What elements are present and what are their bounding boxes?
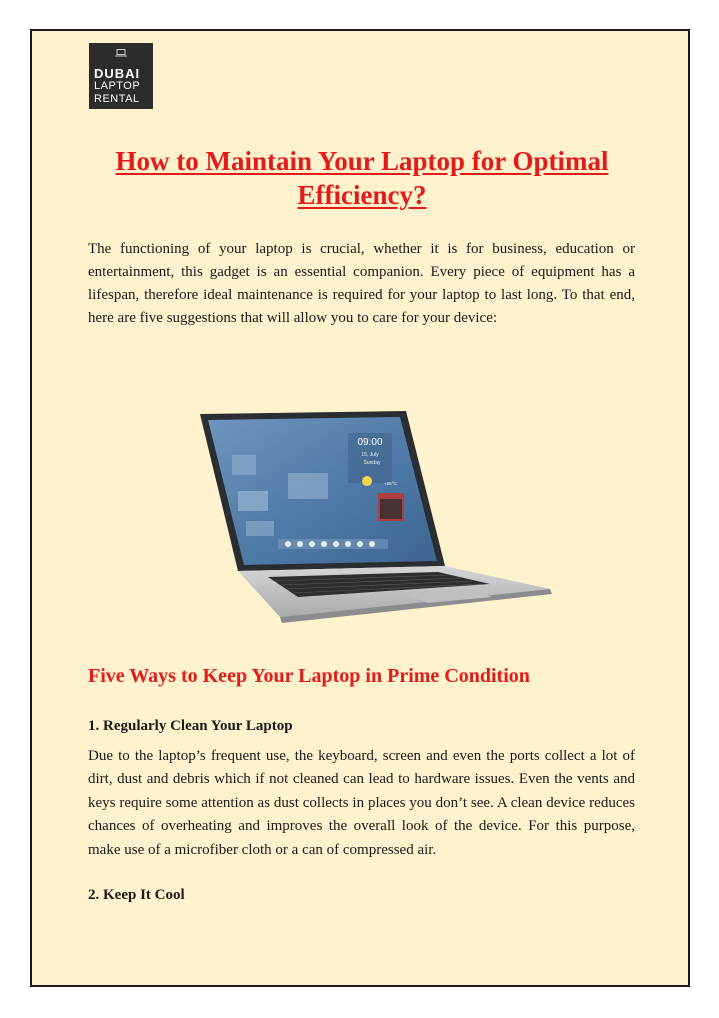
screen-date-line-2: Sunday	[363, 460, 381, 466]
dubai-laptop-rental-logo	[89, 43, 153, 109]
weather-sun-icon	[362, 476, 372, 486]
document-page	[30, 29, 690, 987]
logo-line-rental: RENTAL	[94, 93, 140, 105]
section-heading: Five Ways to Keep Your Laptop in Prime Condition	[88, 665, 530, 687]
screen-date-line-1: 15, July	[361, 452, 379, 458]
page-title: How to Maintain Your Laptop for Optimal Efficiency?	[115, 146, 609, 210]
laptop-illustration	[180, 381, 560, 631]
logo-line-dubai: DUBAI	[94, 66, 141, 81]
item-1-heading: 1. Regularly Clean Your Laptop	[88, 718, 293, 734]
laptop-logo-icon	[115, 49, 127, 57]
logo-line-laptop: LAPTOP	[94, 80, 141, 92]
intro-paragraph: The functioning of your laptop is crucial, whether it is for business, education or entertainment, this gadget is an essential companion. Every piece of equipment has a lifespan, therefore ideal maintenance is required for your laptop to last long. To that end, here are five suggestions that will allow you to care for your device:	[88, 241, 635, 326]
screen-temperature: +26°C	[384, 481, 397, 486]
item-1-body: Due to the laptop’s frequent use, the keyboard, screen and even the ports collect a lot of dirt, dust and debris which if not cleaned can lead to hardware issues. Even the vents and keys require some attention as dust collects in places you don’t see. A clean device reduces chances of overheating and improves the overall look of the device. For this purpose, make use of a microfiber cloth or a can of compressed air.	[88, 748, 635, 858]
screen-clock-text: 09:00	[357, 437, 383, 448]
item-2-heading: 2. Keep It Cool	[88, 887, 185, 903]
